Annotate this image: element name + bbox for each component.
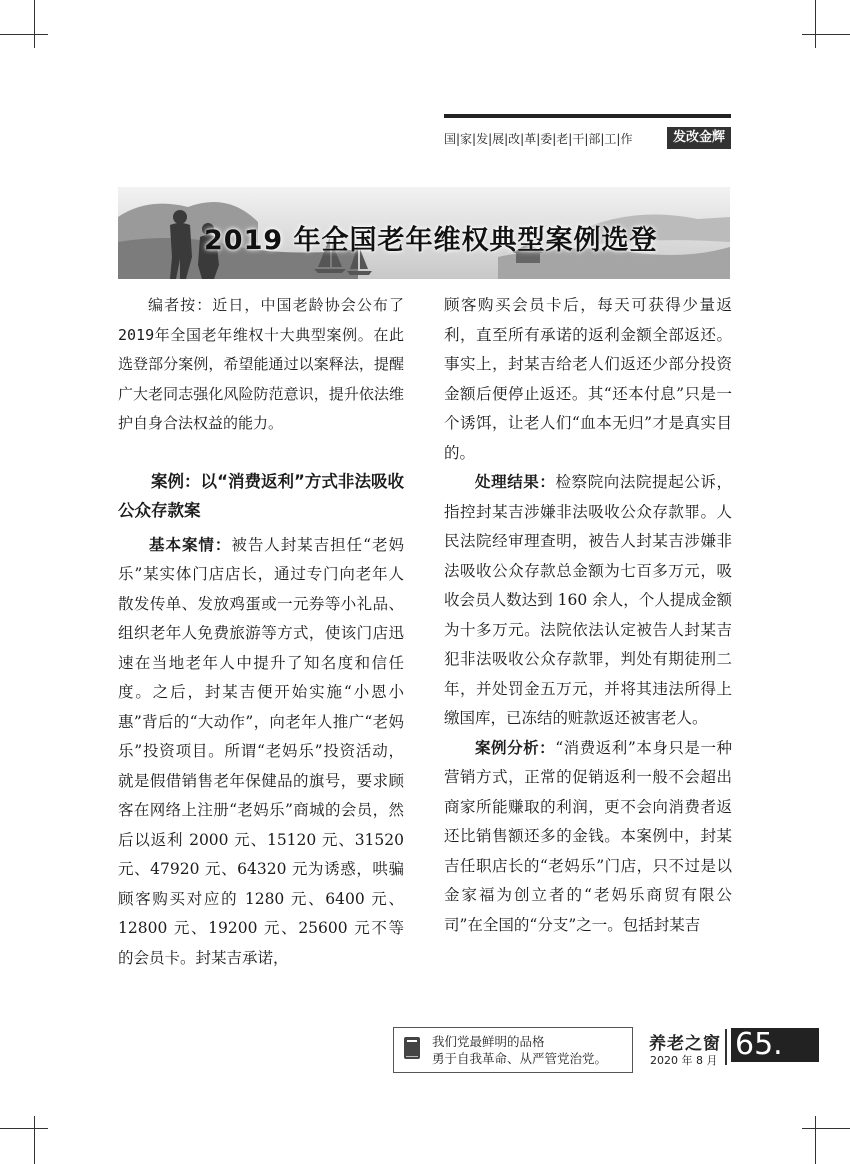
case-title: 案例：以“消费返利”方式非法吸收公众存款案	[118, 471, 404, 520]
slogan-line-1: 我们党最鲜明的品格	[432, 1034, 545, 1049]
analysis-text: “消费返利”本身只是一种营销方式，正常的促销返利一般不会超出商家所能赚取的利润，更不会向消费者返还比销售额还多的金钱。本案例中，封某吉任职店长的“老妈乐”门店，只不过是以金家福为创立者的“老妈乐商贸有限公司”在全国的“分支”之一。包括封某吉	[444, 738, 732, 934]
section-header	[444, 127, 731, 151]
crop-mark	[34, 1116, 35, 1164]
crop-mark	[802, 1128, 850, 1129]
case-result	[444, 468, 732, 734]
slogan-box	[393, 1027, 633, 1073]
case-analysis	[444, 734, 732, 941]
left-column	[118, 291, 404, 973]
crop-mark	[815, 1116, 816, 1164]
slogan-text	[432, 1033, 607, 1067]
header-rule	[444, 114, 731, 118]
facts-label: 基本案情：	[149, 535, 232, 554]
result-label: 处理结果：	[475, 473, 556, 491]
facts-continuation: 顾客购买会员卡后，每天可获得少量返利，直至所有承诺的返利金额全部返还。事实上，封某吉给老人们返还少部分投资金额后便停止返还。其“还本付息”只是一个诱饵，让老人们“血本无归”才是真实目的。	[444, 296, 732, 462]
issue-date: 2020 年 8 月	[650, 1054, 718, 1067]
page-separator	[725, 1029, 727, 1065]
magazine-name: 养老之窗	[649, 1034, 721, 1054]
section-tag: 发改金辉	[667, 127, 731, 149]
slogan-line-2: 勇于自我革命、从严管党治党。	[432, 1051, 608, 1066]
result-text: 检察院向法院提起公诉，指控封某吉涉嫌非法吸收公众存款罪。人民法院经审理查明，被告人封某吉涉嫌非法吸收公众存款总金额为七百多万元，吸收会员人数达到 160 余人，个人提成金额为十多万元。法院依法认定被告人封某吉犯非法吸收公众存款罪，判处有期徒刑二年，并处罚金五万元，并将其违法所得上缴国库，已冻结的赃款返还被害老人。	[444, 473, 732, 727]
case-facts	[118, 531, 404, 974]
right-column	[444, 291, 732, 940]
facts-text: 被告人封某吉担任“老妈乐”某实体门店店长，通过专门向老年人散发传单、发放鸡蛋或一元券等小礼品、组织老年人免费旅游等方式，使该门店迅速在当地老年人中提升了知名度和信任度。之后，封某吉便开始实施“小恩小惠”背后的“大动作”，向老年人推广“老妈乐”投资项目。所谓“老妈乐”投资活动，就是假借销售老年保健品的旗号，要求顾客在网络上注册“老妈乐”商城的会员，然后以返利 2000 元、15120 元、31520 元、47920 元、64320 元为诱惑，哄骗顾客购买对应的 1280 元、6400 元、12800 元、19200 元、25600 元不等的会员卡。封某吉承诺，	[118, 535, 404, 967]
crop-mark	[0, 34, 48, 35]
crop-mark	[802, 34, 850, 35]
crop-mark	[0, 1128, 48, 1129]
crop-mark	[34, 0, 35, 48]
editor-note: 编者按：近日，中国老龄协会公布了2019年全国老年维权十大典型案例。在此选登部分案例，希望能通过以案释法，提醒广大老同志强化风险防范意识，提升依法维护自身合法权益的能力。	[118, 296, 404, 432]
book-icon	[403, 1036, 421, 1060]
section-categories: 国|家|发|展|改|革|委|老|干|部|工|作	[444, 132, 633, 146]
crop-mark	[815, 0, 816, 48]
article-title: 2019 年全国老年维权典型案例选登	[204, 225, 658, 256]
analysis-label: 案例分析：	[475, 738, 556, 757]
page-number: 65.	[731, 1028, 819, 1062]
